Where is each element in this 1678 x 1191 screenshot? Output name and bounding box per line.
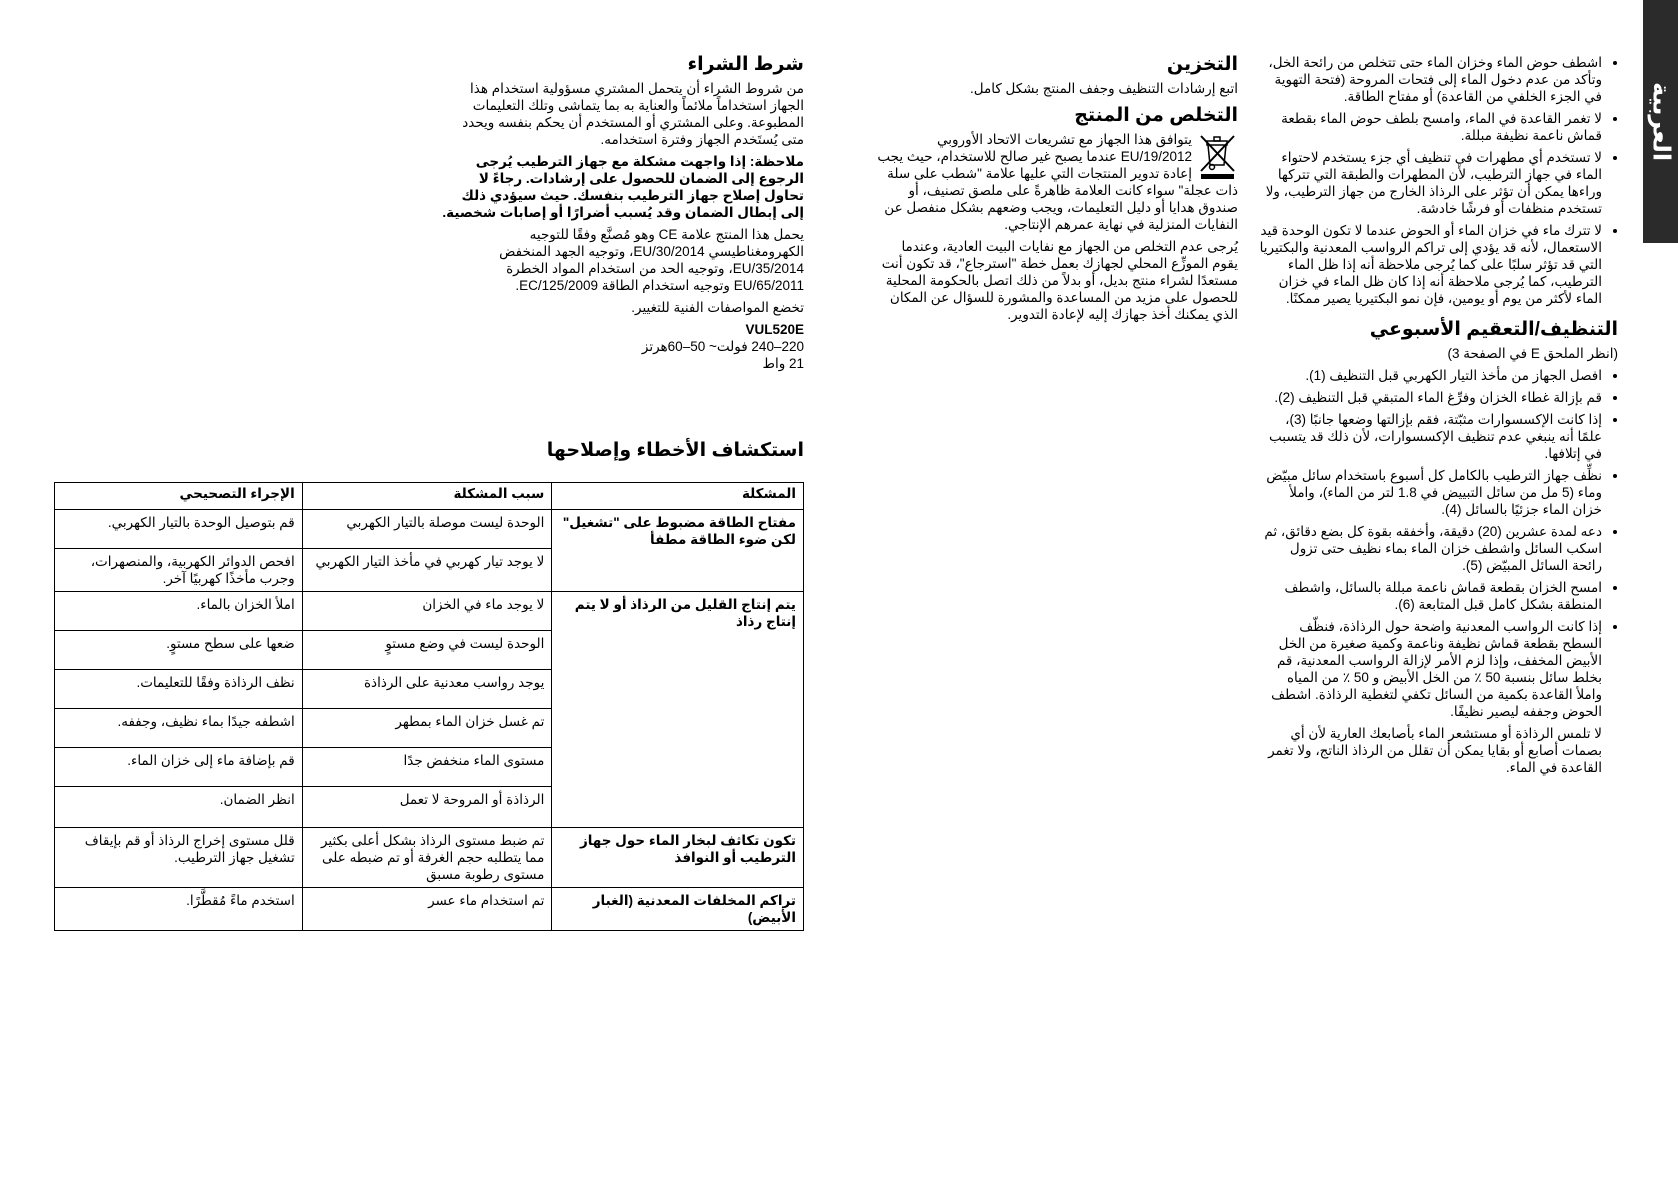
action-cell: افحص الدوائر الكهربية، والمنصهرات، وجرب مأخذًا كهربيًا آخر. (55, 549, 303, 592)
action-cell: انظر الضمان. (55, 787, 303, 828)
problem-cell: تراكم المخلفات المعدنية (الغبار الأبيض) (552, 888, 804, 931)
cleaning-bullets-top (1258, 54, 1618, 307)
action-cell: استخدم ماءً مُقطَّرًا. (55, 888, 303, 931)
troubleshooting-heading: استكشاف الأخطاء وإصلاحها (546, 440, 804, 461)
column-header-action: الإجراء التصحيحي (55, 483, 303, 510)
disposal-text: يتوافق هذا الجهاز مع تشريعات الاتحاد الأوروبي EU/19/2012 عندما يصبح غير صالح للاستخدام، حيث يجب إعادة تدوير المنتجات التي عليها علامة "شطب على سلة ذات عجلة" سواء كانت العلامة ظاهرةً على ملصق تصنيف، أو صندوق هدايا أو دليل التعليمات، ويجب وضعهم بشكل منفصل عن النفايات المنزلية في نهاية عمرهم الإنتاجي. (877, 132, 1238, 232)
model-number: VUL520E (745, 322, 804, 337)
middle-column (876, 54, 1238, 328)
cause-cell: الوحدة ليست في وضع مستوٍ (302, 631, 552, 670)
storage-heading: التخزين (1166, 54, 1238, 75)
list-item: • إذا كانت الرواسب المعدنية واضحة حول الرذاذة، فنظّف السطح بقطعة قماش نظيفة وناعمة وكمية صغيرة من الخل الأبيض المخفف، وإذا لزم الأمر لإزالة الرواسب المعدنية، قم بخلط سائل بنسبة 50 ٪ من الخل الأبيض و 50 ٪ من المياه واملأ القاعدة بكمية من السائل تكفي لتغطية الرذاذة. اشطف الحوض وجففه ليصير نظيفًا. (1258, 618, 1602, 720)
list-item: • دعه لمدة عشرين (20) دقيقة، وأخفقه بقوة كل بضع دقائق، ثم اسكب السائل واشطف خزان الماء بماء نظيف حتى تزول رائحة السائل المبيّض (5). (1258, 523, 1602, 574)
purchase-text: من شروط الشراء أن يتحمل المشتري مسؤولية استخدام هذا الجهاز استخداماً ملائماً والعناية به بما يتماشى وتلك التعليمات المطبوعة. وعلى المشتري أو المستخدم أن يحكم بنفسه ويحدد متى يُستَخدم الجهاز وفترة استخدامه. (462, 81, 804, 147)
troubleshooting-table (54, 482, 804, 931)
cause-cell: تم ضبط مستوى الرذاذ بشكل أعلى بكثير مما يتطلبه حجم الغرفة أو تم ضبطه على مستوى رطوبة مسبق (302, 828, 552, 888)
action-cell: قم بتوصيل الوحدة بالتيار الكهربي. (55, 510, 303, 549)
action-cell: اشطفه جيدًا بماء نظيف، وجففه. (55, 709, 303, 748)
note-text: ملاحظة: إذا واجهت مشكلة مع جهاز الترطيب يُرجى الرجوع إلى الضمان للحصول على إرشادات. رجاءً لا تحاول إصلاح جهاز الترطيب بنفسك. حيث سيؤدي ذلك إلى إبطال الضمان وقد يُسبب أضرارًا أو إصابات شخصية. (442, 154, 804, 220)
language-tab: العربية (1643, 0, 1678, 243)
action-cell: قم بإضافة ماء إلى خزان الماء. (55, 748, 303, 787)
disposal-heading: التخلص من المنتج (1074, 105, 1238, 126)
problem-cell: تكون تكاثف لبخار الماء حول جهاز الترطيب أو النوافذ (552, 828, 804, 888)
ce-text: يحمل هذا المنتج علامة CE وهو مُصنَّع وفقًا للتوجيه الكهرومغناطيسي EU/30/2014، وتوجيه الجهد المنخفض EU/35/2014، وتوجيه الحد من استخدام المواد الخطرة EU/65/2011 وتوجيه استخدام الطاقة EC/125/2009. (499, 227, 804, 293)
action-cell: نظف الرذاذة وفقًا للتعليمات. (55, 670, 303, 709)
list-item: • قم بإزالة غطاء الخزان وفرِّغ الماء المتبقي قبل التنظيف (2). (1258, 389, 1602, 406)
list-item: • لا تترك ماء في خزان الماء أو الحوض عندما لا تكون الوحدة قيد الاستعمال، لأنه قد يؤدي إلى تراكم الرواسب المعدنية والبكتيريا التي قد تؤثر سلبًا على كما يُرجى ملاحظة أنه إذا ظل الماء الترطيب، كما يُرجى ملاحظة أنه إذا كان ظل الماء في خزان الماء لأكثر من يوم أو يومين، فإن نمو البكتيريا يصير ممكنًا. (1258, 222, 1602, 307)
list-item: • نظِّف جهاز الترطيب بالكامل كل أسبوع باستخدام سائل مبيّض وماء (5 مل من سائل التبييض في 1.8 لتر من الماء)، واملأ خزان الماء جزئيًا بالسائل (4). (1258, 467, 1602, 518)
list-item: • امسح الخزان بقطعة قماش ناعمة مبللة بالسائل، واشطف المنطقة بشكل كامل قبل المتابعة (6). (1258, 579, 1602, 613)
column-header-cause: سبب المشكلة (302, 483, 552, 510)
column-header-problem: المشكلة (552, 483, 804, 510)
cause-cell: تم استخدام ماء عسر (302, 888, 552, 931)
list-item: • إذا كانت الإكسسوارات مثبّتة، فقم بإزالتها وضعها جانبًا (3)، علمًا أنه ينبغي عدم تنظيف الإكسسوارات، لأن ذلك قد يتسبب في إتلافها. (1258, 411, 1602, 462)
table-row (55, 828, 804, 888)
table-row (55, 510, 804, 549)
action-cell: ضعها على سطح مستوٍ. (55, 631, 303, 670)
list-item: • لا تغمر القاعدة في الماء، وامسح بلطف حوض الماء بقطعة قماش ناعمة نظيفة مبللة. (1258, 110, 1602, 144)
storage-text: اتبع إرشادات التنظيف وجفف المنتج بشكل كامل. (970, 81, 1238, 96)
cause-cell: لا يوجد تيار كهربي في مأخذ التيار الكهربي (302, 549, 552, 592)
weekly-bullets (1258, 367, 1618, 720)
list-item: • لا تستخدم أي مطهرات في تنظيف أي جزء يستخدم لاحتواء الماء في جهاز الترطيب، لأن المطهرات والطبقة التي تتركها وراءها يمكن أن تؤثر على الرذاذ الخارج من جهاز الترطيب، ولا تستخدم منظفات أو فرشًا خادشة. (1258, 149, 1602, 217)
action-cell: املأ الخزان بالماء. (55, 592, 303, 631)
left-column (436, 54, 804, 377)
voltage-spec: 220–240 فولت~ 50–60هرتز (641, 339, 804, 354)
table-row (55, 592, 804, 631)
list-item: • افصل الجهاز من مأخذ التيار الكهربي قبل التنظيف (1). (1258, 367, 1602, 384)
disposal-text-2: يُرجى عدم التخلص من الجهاز مع نفايات البيت العادية، وعندما يقوم الموزِّع المحلي لجهازك بعمل خطة "استرجاع"، قد تكون أنت مستعدًا لشراء منتج بديل، أو بدلاً من ذلك اتصل بالحكومة المحلية للحصول على مزيد من المساعدة والمشورة للسؤال عن المكان الذي يمكنك أخذ جهازك إليه لإعادة التدوير. (881, 239, 1238, 322)
list-item: • اشطف حوض الماء وخزان الماء حتى تتخلص من رائحة الخل، وتأكد من عدم دخول الماء إلى فتحات المروحة (فتحة التهوية في الجزء الخلفي من القاعدة) أو مفتاح الطاقة. (1258, 54, 1602, 105)
spec-change-text: تخضع المواصفات الفنية للتغيير. (631, 300, 804, 315)
cause-cell: يوجد رواسب معدنية على الرذاذة (302, 670, 552, 709)
problem-cell: مفتاح الطاقة مضبوط على "تشغيل" لكن ضوء الطاقة مطفأ (552, 510, 804, 592)
action-cell: قلل مستوى إخراج الرذاذ أو قم بإيقاف تشغيل جهاز الترطيب. (55, 828, 303, 888)
wattage-spec: 21 واط (762, 356, 804, 371)
problem-cell: يتم إنتاج القليل من الرذاذ أو لا يتم إنتاج رذاذ (552, 592, 804, 828)
right-column (1258, 54, 1618, 781)
weekly-subheading: (انظر الملحق E في الصفحة 3) (1447, 346, 1618, 361)
table-header-row (55, 483, 804, 510)
cause-cell: مستوى الماء منخفض جدًا (302, 748, 552, 787)
purchase-heading: شرط الشراء (687, 54, 804, 75)
cause-cell: الوحدة ليست موصلة بالتيار الكهربي (302, 510, 552, 549)
weee-bin-icon (1198, 133, 1238, 179)
cause-cell: لا يوجد ماء في الخزان (302, 592, 552, 631)
final-paragraph: لا تلمس الرذاذة أو مستشعر الماء بأصابعك العارية لأن أي بصمات أصابع أو بقايا يمكن أن تقلل من الرذاذ الناتج، ولا تغمر القاعدة في الماء. (1268, 726, 1602, 775)
cause-cell: الرذاذة أو المروحة لا تعمل (302, 787, 552, 828)
weekly-heading: التنظيف/التعقيم الأسبوعي (1369, 319, 1618, 340)
cause-cell: تم غسل خزان الماء بمطهر (302, 709, 552, 748)
disposal-block (876, 131, 1238, 233)
table-row (55, 888, 804, 931)
